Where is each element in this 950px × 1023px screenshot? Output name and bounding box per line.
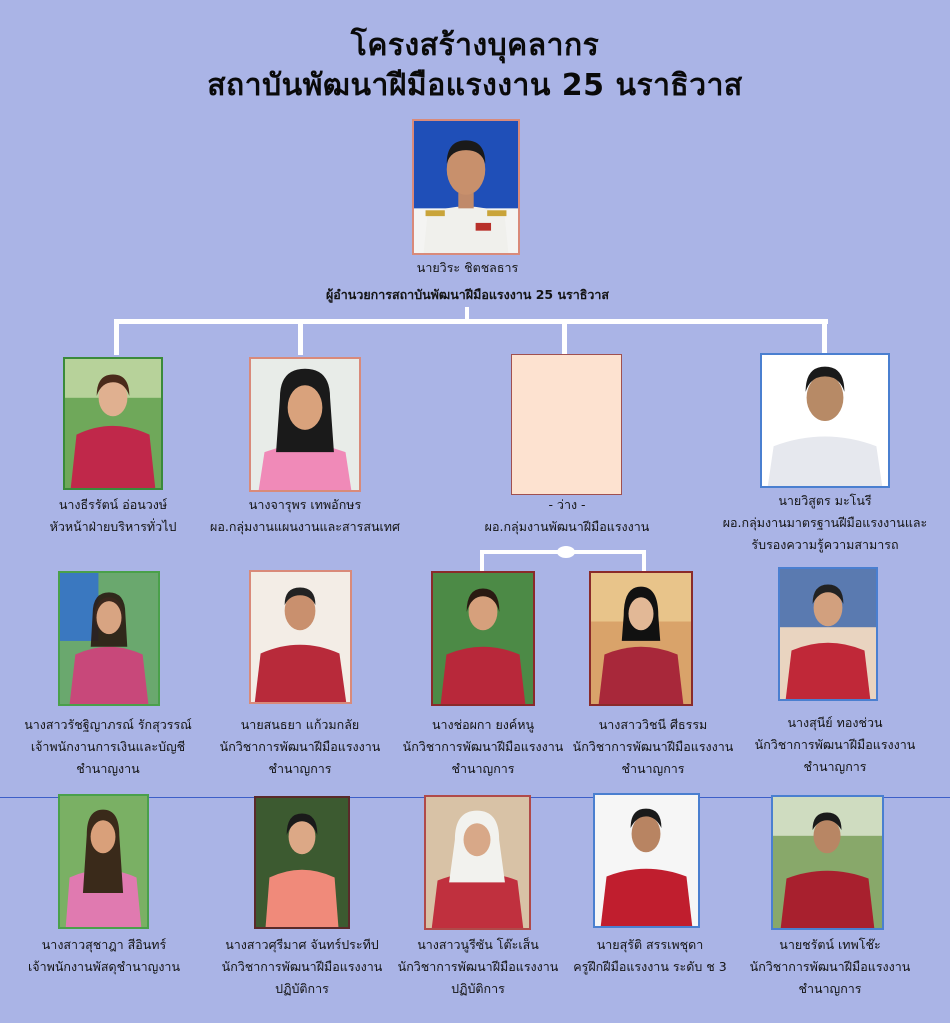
staff-caption: นางสุนีย์ ทองช่วน นักวิชาการพัฒนาฝีมือแรงงาน ชำนาญการ [754,715,916,774]
staff-photo [63,357,163,490]
connector-line [642,550,646,572]
staff-caption: นางสาวสุชาฎา สีอินทร์ เจ้าพนักงานพัสดุชำนาญงาน [27,937,180,974]
staff-caption: นางสาวนูรีซัน โต๊ะเส็น นักวิชาการพัฒนาฝีมือแรงงาน ปฏิบัติการ [397,937,559,996]
staff-photo [771,795,884,930]
staff-photo [431,571,535,706]
connector-line [298,319,303,355]
staff-caption: นายสนธยา แก้วมกลัย นักวิชาการพัฒนาฝีมือแรงงาน ชำนาญการ [219,717,381,776]
connector-line [822,319,827,355]
staff-caption: นายสุรัติ สรรเพชุดา ครูฝึกฝีมือแรงงาน ระดับ ช 3 [573,937,727,974]
staff-caption: นางธีรรัตน์ อ่อนวงษ์ หัวหน้าฝ่ายบริหารทั่วไป [49,497,177,534]
staff-caption: นายวิสูตร มะโนรี ผอ.กลุ่มงานมาตรฐานฝีมือแรงงานและ รับรองความรู้ความสามารถ [722,493,928,552]
connector-line [562,319,567,355]
staff-caption: นางสาวศุรีมาศ จันทร์ประทีป นักวิชาการพัฒนาฝีมือแรงงาน ปฏิบัติการ [221,937,383,996]
connector-node [557,546,575,558]
staff-photo [249,357,361,492]
chart-title: โครงสร้างบุคลากร [350,28,600,63]
staff-photo [58,794,149,929]
staff-photo [593,793,700,928]
connector-line [480,550,484,572]
connector-line [114,319,119,355]
staff-photo [249,570,352,704]
staff-photo [58,571,160,706]
staff-photo [424,795,531,930]
staff-caption: นางสาวรัชฐิญาภรณ์ รักสุวรรณ์ เจ้าพนักงานการเงินและบัญชี ชำนาญงาน [24,717,192,776]
staff-photo [760,353,890,488]
staff-photo [589,571,693,706]
chart-subtitle: สถาบันพัฒนาฝีมือแรงงาน 25 นราธิวาส [207,68,743,103]
vacant-photo-placeholder [511,354,622,495]
director-position: ผู้อำนวยการสถาบันพัฒนาฝีมือแรงงาน 25 นราธิวาส [325,287,610,302]
staff-caption: นางสาววิชนี ศีธรรม นักวิชาการพัฒนาฝีมือแรงงาน ชำนาญการ [572,717,734,776]
staff-caption: นางช่อผกา ยงค์หนู นักวิชาการพัฒนาฝีมือแรงงาน ชำนาญการ [402,717,564,776]
connector-line [114,319,828,324]
staff-photo [778,567,878,701]
staff-photo [254,796,350,929]
staff-caption: - ว่าง - ผอ.กลุ่มงานพัฒนาฝีมือแรงงาน [484,497,650,534]
director-photo [412,119,520,255]
staff-caption: นายชรัตน์ เทพโช๊ะ นักวิชาการพัฒนาฝีมือแรงงาน ชำนาญการ [749,937,911,996]
director-name: นายวิระ ชิตชลธาร [416,260,519,275]
staff-caption: นางจารุพร เทพอักษร ผอ.กลุ่มงานแผนงานและสารสนเทศ [210,497,400,534]
